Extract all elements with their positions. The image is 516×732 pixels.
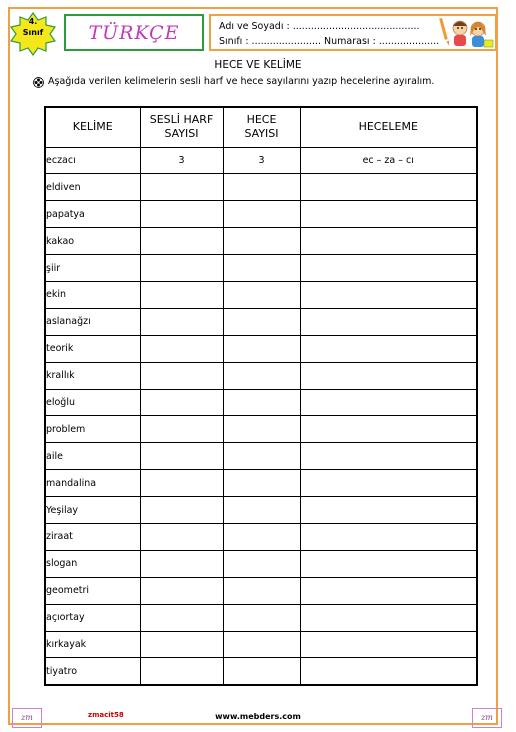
table-row <box>45 523 477 550</box>
vowel-count-cell[interactable] <box>140 470 223 497</box>
vowel-count-cell[interactable] <box>140 497 223 524</box>
syllable-count-cell[interactable] <box>223 523 300 550</box>
syllabification-cell[interactable] <box>300 523 477 550</box>
vowel-count-cell[interactable] <box>140 658 223 685</box>
syllabification-cell[interactable] <box>300 550 477 577</box>
word-cell: aile <box>45 443 140 470</box>
syllable-count-cell[interactable] <box>223 658 300 685</box>
flower-bullet-icon <box>33 77 44 88</box>
header-syllable-count-line1: HECE <box>246 113 277 127</box>
vowel-count-cell[interactable] <box>140 443 223 470</box>
syllabification-cell[interactable] <box>300 631 477 658</box>
instruction-text: Aşağıda verilen kelimelerin sesli harf ve hece sayılarını yazıp hecelerine ayıralım. <box>48 76 435 87</box>
syllabification-cell[interactable] <box>300 604 477 631</box>
syllable-count-cell[interactable] <box>223 362 300 389</box>
header-vowel-count <box>140 107 223 147</box>
syllable-count-cell[interactable] <box>223 389 300 416</box>
table-row <box>45 550 477 577</box>
syllable-count-cell[interactable] <box>223 174 300 201</box>
table-row <box>45 577 477 604</box>
footer-logo-left: zm <box>12 708 42 728</box>
word-cell: aslanağzı <box>45 308 140 335</box>
table-row <box>45 470 477 497</box>
word-cell: açıortay <box>45 604 140 631</box>
syllable-count-cell[interactable] <box>223 577 300 604</box>
syllabification-cell[interactable] <box>300 335 477 362</box>
grade-number: 4. <box>28 17 38 26</box>
vowel-count-cell[interactable] <box>140 416 223 443</box>
class-line: Sınıfı : ....................... Numarası : .................... <box>219 36 440 47</box>
vowel-count-cell[interactable]: 3 <box>140 147 223 174</box>
word-cell: kırkayak <box>45 631 140 658</box>
vowel-count-cell[interactable] <box>140 631 223 658</box>
syllable-count-cell[interactable] <box>223 255 300 282</box>
vowel-count-cell[interactable] <box>140 174 223 201</box>
syllabification-cell[interactable] <box>300 228 477 255</box>
syllable-count-cell[interactable] <box>223 550 300 577</box>
vowel-count-cell[interactable] <box>140 523 223 550</box>
vowel-count-cell[interactable] <box>140 389 223 416</box>
syllable-count-cell[interactable] <box>223 335 300 362</box>
syllabification-cell[interactable] <box>300 255 477 282</box>
grade-word: Sınıf <box>22 28 44 37</box>
word-cell: şiir <box>45 255 140 282</box>
vowel-count-cell[interactable] <box>140 550 223 577</box>
table-header-row <box>45 107 477 147</box>
table-row <box>45 255 477 282</box>
header-vowel-count-line2: SAYISI <box>164 127 199 141</box>
syllable-count-cell[interactable] <box>223 281 300 308</box>
syllabification-cell[interactable] <box>300 443 477 470</box>
word-cell: eldiven <box>45 174 140 201</box>
footer-logo-right: zm <box>472 708 502 728</box>
name-line: Adı ve Soyadı : .......................................... <box>219 21 420 32</box>
table-row <box>45 174 477 201</box>
vowel-count-cell[interactable] <box>140 228 223 255</box>
word-cell: kakao <box>45 228 140 255</box>
table-row <box>45 362 477 389</box>
syllabification-cell[interactable] <box>300 308 477 335</box>
table-row <box>45 604 477 631</box>
table-row <box>45 308 477 335</box>
worksheet-title: HECE VE KELİME <box>214 59 302 71</box>
table-row <box>45 416 477 443</box>
syllabification-cell[interactable] <box>300 577 477 604</box>
header-vowel-count-line1: SESLİ HARF <box>149 113 214 127</box>
table-row <box>45 281 477 308</box>
word-cell: ziraat <box>45 523 140 550</box>
word-cell: slogan <box>45 550 140 577</box>
word-cell: krallık <box>45 362 140 389</box>
syllabification-cell[interactable] <box>300 362 477 389</box>
syllabification-cell[interactable] <box>300 389 477 416</box>
table-row <box>45 335 477 362</box>
syllable-count-cell[interactable] <box>223 443 300 470</box>
header-syllable-count-line2: SAYISI <box>244 127 279 141</box>
header-syllable-count <box>223 107 300 147</box>
syllable-count-cell[interactable] <box>223 228 300 255</box>
word-cell: Yeşilay <box>45 497 140 524</box>
subject-box <box>64 14 204 51</box>
syllabification-cell[interactable] <box>300 201 477 228</box>
syllabification-cell[interactable] <box>300 658 477 685</box>
table-row <box>45 631 477 658</box>
word-cell: mandalina <box>45 470 140 497</box>
kids-with-pencil-icon <box>432 14 496 50</box>
vowel-count-cell[interactable] <box>140 604 223 631</box>
word-cell: geometri <box>45 577 140 604</box>
vowel-count-cell[interactable] <box>140 255 223 282</box>
syllabification-cell[interactable] <box>300 470 477 497</box>
vowel-count-cell[interactable] <box>140 281 223 308</box>
word-table <box>44 106 478 686</box>
grade-label <box>10 16 56 38</box>
word-cell: problem <box>45 416 140 443</box>
word-cell: eloğlu <box>45 389 140 416</box>
vowel-count-cell[interactable] <box>140 308 223 335</box>
table-row <box>45 658 477 685</box>
table-row <box>45 147 477 174</box>
word-cell: teorik <box>45 335 140 362</box>
syllable-count-cell[interactable] <box>223 604 300 631</box>
syllabification-cell[interactable]: ec – za – cı <box>300 147 477 174</box>
header-syllabification: HECELEME <box>300 107 477 147</box>
syllabification-cell[interactable] <box>300 497 477 524</box>
footer-site: www.mebders.com <box>215 712 301 721</box>
syllable-count-cell[interactable] <box>223 631 300 658</box>
table-row <box>45 201 477 228</box>
table-row <box>45 228 477 255</box>
syllable-count-cell[interactable] <box>223 470 300 497</box>
table-row <box>45 497 477 524</box>
header-word: KELİME <box>45 107 140 147</box>
vowel-count-cell[interactable] <box>140 201 223 228</box>
syllable-count-cell[interactable] <box>223 308 300 335</box>
syllable-count-cell[interactable] <box>223 416 300 443</box>
table-row <box>45 389 477 416</box>
syllable-count-cell[interactable] <box>223 497 300 524</box>
word-cell: eczacı <box>45 147 140 174</box>
word-cell: ekin <box>45 281 140 308</box>
syllabification-cell[interactable] <box>300 281 477 308</box>
syllabification-cell[interactable] <box>300 416 477 443</box>
footer-tag: zmacit58 <box>88 711 124 719</box>
syllable-count-cell[interactable] <box>223 201 300 228</box>
word-cell: papatya <box>45 201 140 228</box>
vowel-count-cell[interactable] <box>140 335 223 362</box>
syllabification-cell[interactable] <box>300 174 477 201</box>
table-row <box>45 443 477 470</box>
word-cell: tiyatro <box>45 658 140 685</box>
vowel-count-cell[interactable] <box>140 577 223 604</box>
syllable-count-cell[interactable]: 3 <box>223 147 300 174</box>
subject-title: TÜRKÇE <box>88 21 180 44</box>
vowel-count-cell[interactable] <box>140 362 223 389</box>
